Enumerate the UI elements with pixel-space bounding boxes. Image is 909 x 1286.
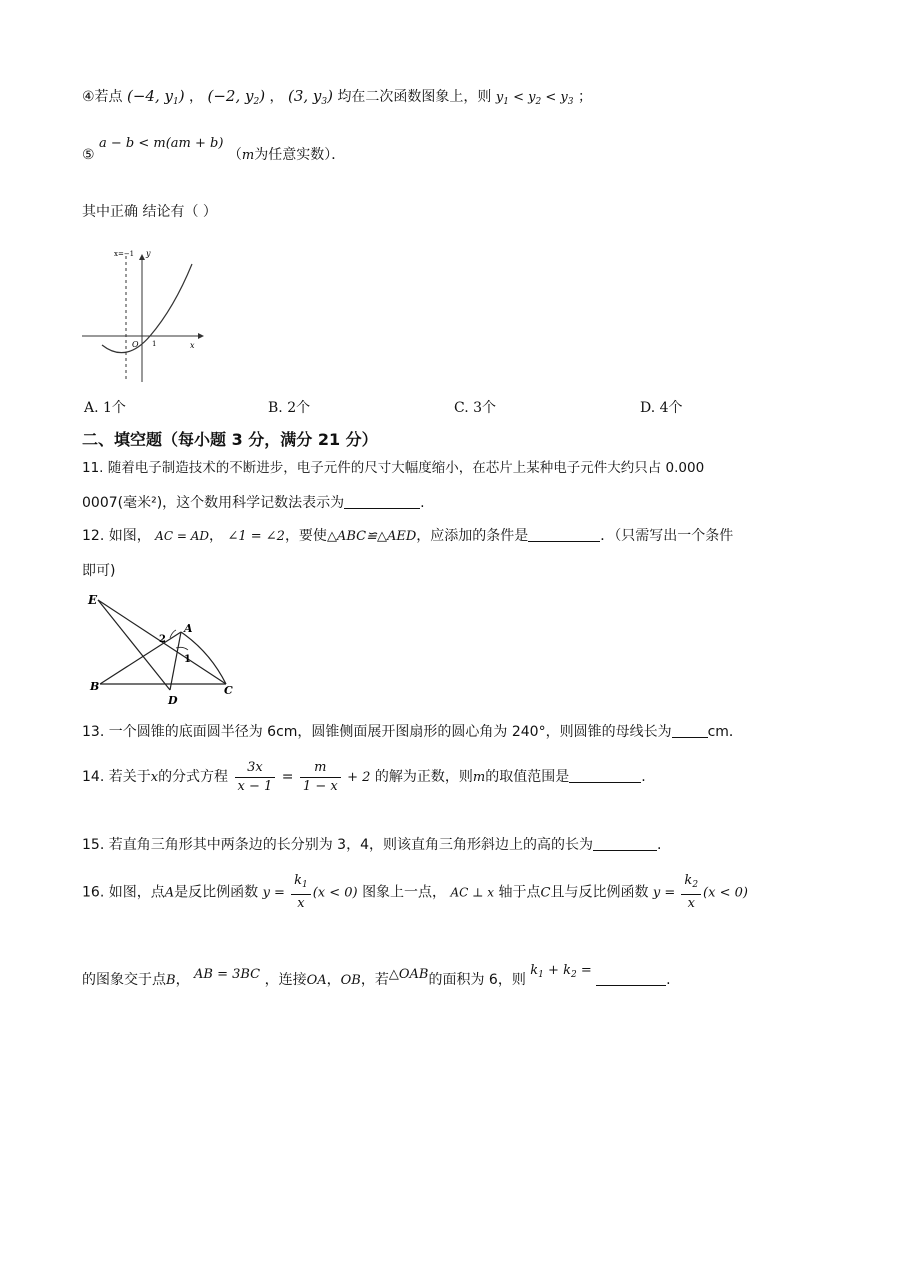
point-b: B [166,973,176,988]
punctuation: . [666,972,671,988]
label-b: B [90,680,100,693]
label-1: 1 [184,654,191,665]
q13-text: 13. 一个圆锥的底面圆半径为 6cm，圆锥侧面展开图扇形的圆心角为 240°，则圆锥的母线长为 [82,724,672,740]
k-sum: $k_1 + k_2$ = [530,963,592,980]
q12-congruence: △ABC≌△AED [326,529,417,544]
triangle-figure [86,592,238,710]
inequality: $y_1 < y_2 < y_3$ [495,90,574,107]
point-1: (−4, $y_1$) [127,87,185,107]
punctuation: . [656,837,662,853]
q14-line [82,758,646,796]
punctuation: ； [577,89,592,105]
segment-oa: OA [306,973,327,988]
plus-two: + 2 [347,770,371,785]
segment-ba [100,632,181,684]
parabola-curve [102,264,192,353]
fraction-k1-over-x: $\frac{k_1}{x}$ [291,872,311,913]
q11-text: 0007(毫米²)，这个数用科学记数法表示为 [82,495,345,511]
x-axis-label: x [190,341,195,350]
q16-line-2 [82,963,671,995]
q16-text: 轴于点 [498,884,541,901]
y-axis-arrow [139,254,145,260]
q14-text: 14. 若关于 [82,769,151,785]
q16-answer-blank[interactable] [596,971,666,986]
point-3: (3, $y_3$) [287,87,333,107]
q12-condition-2: ∠1 = ∠2 [227,529,285,544]
fraction-3x-over-x-minus-1: $\frac{3x}{x - 1}$ [235,759,276,796]
x-axis-arrow [198,333,204,339]
var-x: x [150,770,159,785]
label-a: A [184,622,193,635]
item-5-note: 为任意实数）． [254,147,346,163]
triangle-oab: △OAB [388,967,429,982]
item-5-line [82,136,346,166]
separator: ， [269,89,284,105]
parabola-graph [80,244,205,384]
separator: ， [326,972,341,988]
item-5-marker: ⑤ [82,147,95,163]
point-2: (−2, $y_2$) [207,87,266,107]
q15-text: 15. 若直角三角形其中两条边的长分别为 3，4，则该直角三角形斜边上的高的长为 [82,837,593,853]
q16-text: ，若 [360,972,389,988]
perpendicular: AC ⊥ x [450,885,495,900]
q14-answer-blank[interactable] [569,768,641,783]
var-m: m [241,148,255,163]
option-c[interactable]: C. 3个 [454,400,497,416]
q12-text: ．（只需写出一个条件 [600,528,734,544]
q13-unit: cm． [707,724,743,740]
q14-text: 的取值范围是 [485,769,570,785]
q11-answer-blank[interactable] [344,494,420,509]
point-a: A [164,885,175,901]
fraction-m-over-1-minus-x: $\frac{m}{1 - x}$ [300,759,341,796]
label-c: C [224,684,233,697]
label-d: D [168,694,178,707]
q12-condition-1: AC = AD [155,529,209,543]
origin-label: O [132,340,139,349]
q12-text: ，应添加的条件是 [416,528,529,544]
q11-line-1: 11. 随着电子制造技术的不断进步，电子元件的尺寸大幅度缩小，在芯片上某种电子元件大约只占 0.000 [82,460,705,476]
item-4-text: 均在二次函数图象上，则 [337,89,492,105]
function-y: y = [262,885,290,901]
q13-line [82,722,743,742]
q13-answer-blank[interactable] [672,723,708,738]
question-text: 其中正确 结论有（ ） [82,204,217,220]
segment-ob: OB [340,973,361,988]
segment-ed [98,600,170,690]
q11-line-2 [82,493,425,513]
option-b[interactable]: B. 2个 [268,400,311,416]
section-2-title: 二、填空题（每小题 3 分，满分 21 分） [82,430,378,449]
q16-text: ，连接 [264,972,307,988]
q12-answer-blank[interactable] [528,527,600,542]
option-d[interactable]: D. 4个 [640,400,683,416]
equals-sign: = [281,769,294,785]
paren: （ [227,147,242,163]
q16-text: 是反比例函数 [174,884,259,901]
punctuation: . [420,495,425,511]
q16-text: 的图象交于点 [82,972,166,988]
function-y: y = [652,885,680,901]
segment-ad [170,632,181,690]
domain-condition-2: (x < 0) [703,885,748,901]
q14-text: 的解为正数，则 [374,769,473,785]
q12-line-2: 即可) [82,563,116,579]
separator: ， [209,528,223,544]
q14-text: 的分式方程 [158,769,229,785]
item-4-marker: ④若点 [82,89,123,105]
q15-answer-blank[interactable] [593,836,657,851]
separator: ， [175,972,190,988]
q12-start: 12. 如图， [82,528,151,544]
punctuation: . [641,769,646,785]
item-5-formula: a − b < m(am + b) [99,136,224,151]
q16-text: 且与反比例函数 [550,884,649,901]
var-m: m [472,770,486,785]
item-4-line [82,86,592,112]
option-a[interactable]: A. 1个 [84,400,126,416]
fraction-k2-over-x: $\frac{k_2}{x}$ [681,872,701,913]
q16-text: 的面积为 6，则 [428,972,526,988]
q15-line [82,835,661,855]
ab-equals-3bc: AB = 3BC [194,967,261,982]
q12-text: ，要使 [284,528,327,544]
y-axis-label: y [146,249,151,258]
point-c: C [540,885,551,901]
label-e: E [88,593,98,607]
label-2: 2 [159,634,166,645]
q16-line-1 [82,872,748,912]
symmetry-axis-label: x=−1 [114,250,135,258]
q16-text: 16. 如图，点 [82,884,165,901]
domain-condition-1: (x < 0) [312,885,358,901]
one-label: 1 [152,340,157,348]
separator: ， [189,89,204,105]
q16-text: 图象上一点， [362,884,447,901]
q12-line-1 [82,526,733,547]
